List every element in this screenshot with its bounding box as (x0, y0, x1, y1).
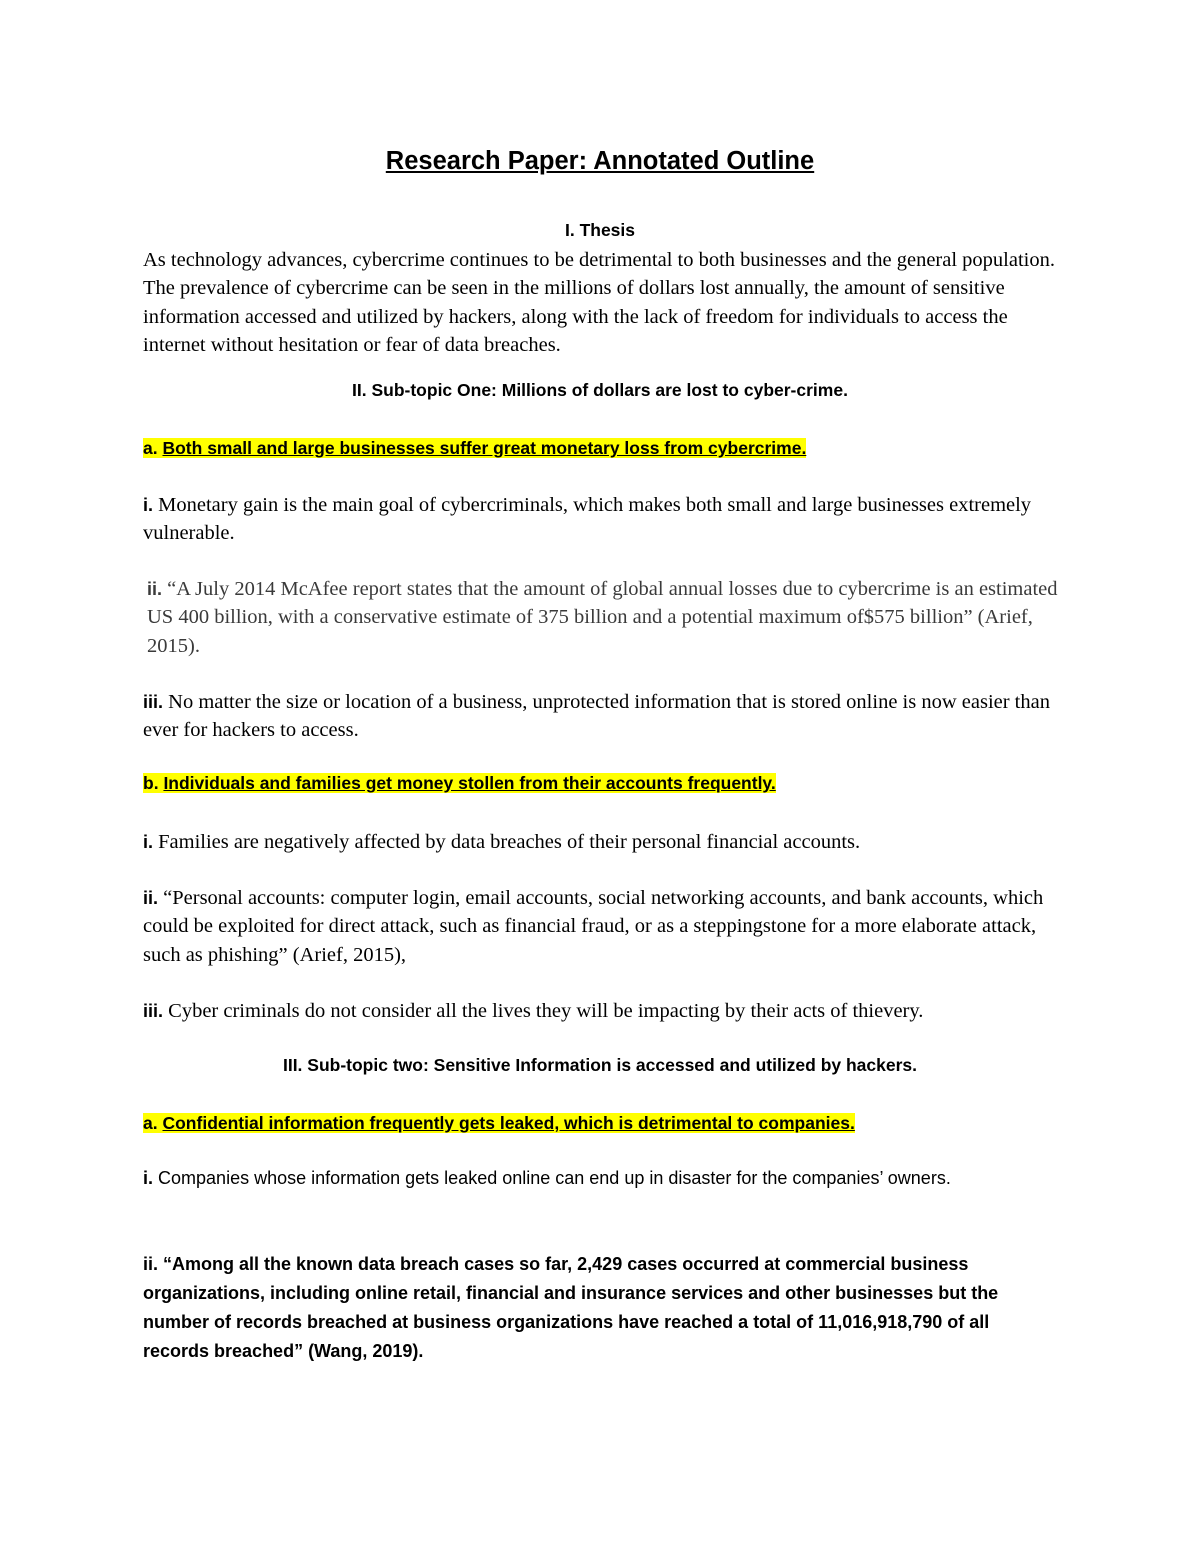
subtopic-one-b-i (143, 828, 1059, 856)
subtopic-two-heading: III. Sub-topic two: Sensitive Information is accessed and utilized by hackers. (282, 1055, 918, 1075)
point-a-marker: a. (143, 1113, 158, 1133)
item-marker: iii. (143, 692, 164, 712)
subtopic-one-b-ii (143, 884, 1059, 969)
item-text: “Among all the known data breach cases so far, 2,429 cases occurred at commercial business organizations, including online retail, financial and insurance services and other businesses but the number of records breached at business organizations have reached a total of 11,016,918,790 of all records breached” (Wang, 2019). (143, 1254, 999, 1361)
item-text: No matter the size or location of a business, unprotected information that is stored online is now easier than ever for hackers to access. (143, 691, 1050, 742)
item-text: Companies whose information gets leaked online can end up in disaster for the companies’ owners. (158, 1168, 951, 1188)
item-marker: i. (143, 495, 154, 515)
highlight (143, 1113, 855, 1133)
subtopic-one-a-iii (143, 688, 1059, 745)
highlight (143, 438, 806, 458)
item-text: Cyber criminals do not consider all the lives they will be impacting by their acts of thievery. (168, 1000, 924, 1022)
item-marker: ii. (143, 888, 159, 908)
item-text: “Personal accounts: computer login, email accounts, social networking accounts, and bank accounts, which could be exploited for direct attack, such as financial fraud, or as a steppingstone for a more elaborate attack, such as phishing” (Arief, 2015), (143, 887, 1044, 966)
subtopic-two-a-ii (143, 1250, 1059, 1366)
thesis-heading: I. Thesis (564, 220, 636, 240)
subtopic-two-point-a (143, 1110, 1059, 1136)
subtopic-one-b-iii (143, 997, 1059, 1025)
page-title: Research Paper: Annotated Outline (385, 147, 815, 175)
item-marker: ii. (147, 579, 163, 599)
subtopic-one-a-ii (143, 575, 1059, 660)
item-marker: i. (143, 1168, 154, 1188)
point-b-marker: b. (143, 773, 159, 793)
subtopic-one-a-i (143, 491, 1059, 548)
point-a-marker: a. (143, 438, 158, 458)
subtopic-one-heading: II. Sub-topic One: Millions of dollars are lost to cyber-crime. (352, 380, 848, 400)
point-a-text: Both small and large businesses suffer great monetary loss from cybercrime. (162, 438, 807, 458)
thesis-text: As technology advances, cybercrime continues to be detrimental to both businesses and the general population. The prevalence of cybercrime can be seen in the millions of dollars lost annually, the amount of sensitive information accessed and utilized by hackers, along with the lack of freedom for individuals to access the internet without hesitation or fear of data breaches. (143, 249, 1055, 356)
point-b-text: Individuals and families get money stollen from their accounts frequently. (163, 773, 776, 793)
item-marker: i. (143, 832, 154, 852)
item-text: Monetary gain is the main goal of cybercriminals, which makes both small and large businesses extremely vulnerable. (143, 494, 1032, 545)
point-a-text: Confidential information frequently gets leaked, which is detrimental to companies. (162, 1113, 855, 1133)
subtopic-one-point-b (143, 770, 1059, 796)
item-marker: iii. (143, 1001, 164, 1021)
subtopic-one-point-a (143, 435, 1059, 461)
subtopic-two-a-i (143, 1164, 1059, 1193)
item-text: Families are negatively affected by data breaches of their personal financial accounts. (158, 831, 861, 853)
highlight (143, 773, 776, 793)
item-text: “A July 2014 McAfee report states that the amount of global annual losses due to cybercrime is an estimated US 400 billion, with a conservative estimate of 375 billion and a potential maximum of$575 billion” (Arief, 2015). (147, 578, 1058, 657)
item-marker: ii. (143, 1254, 159, 1274)
